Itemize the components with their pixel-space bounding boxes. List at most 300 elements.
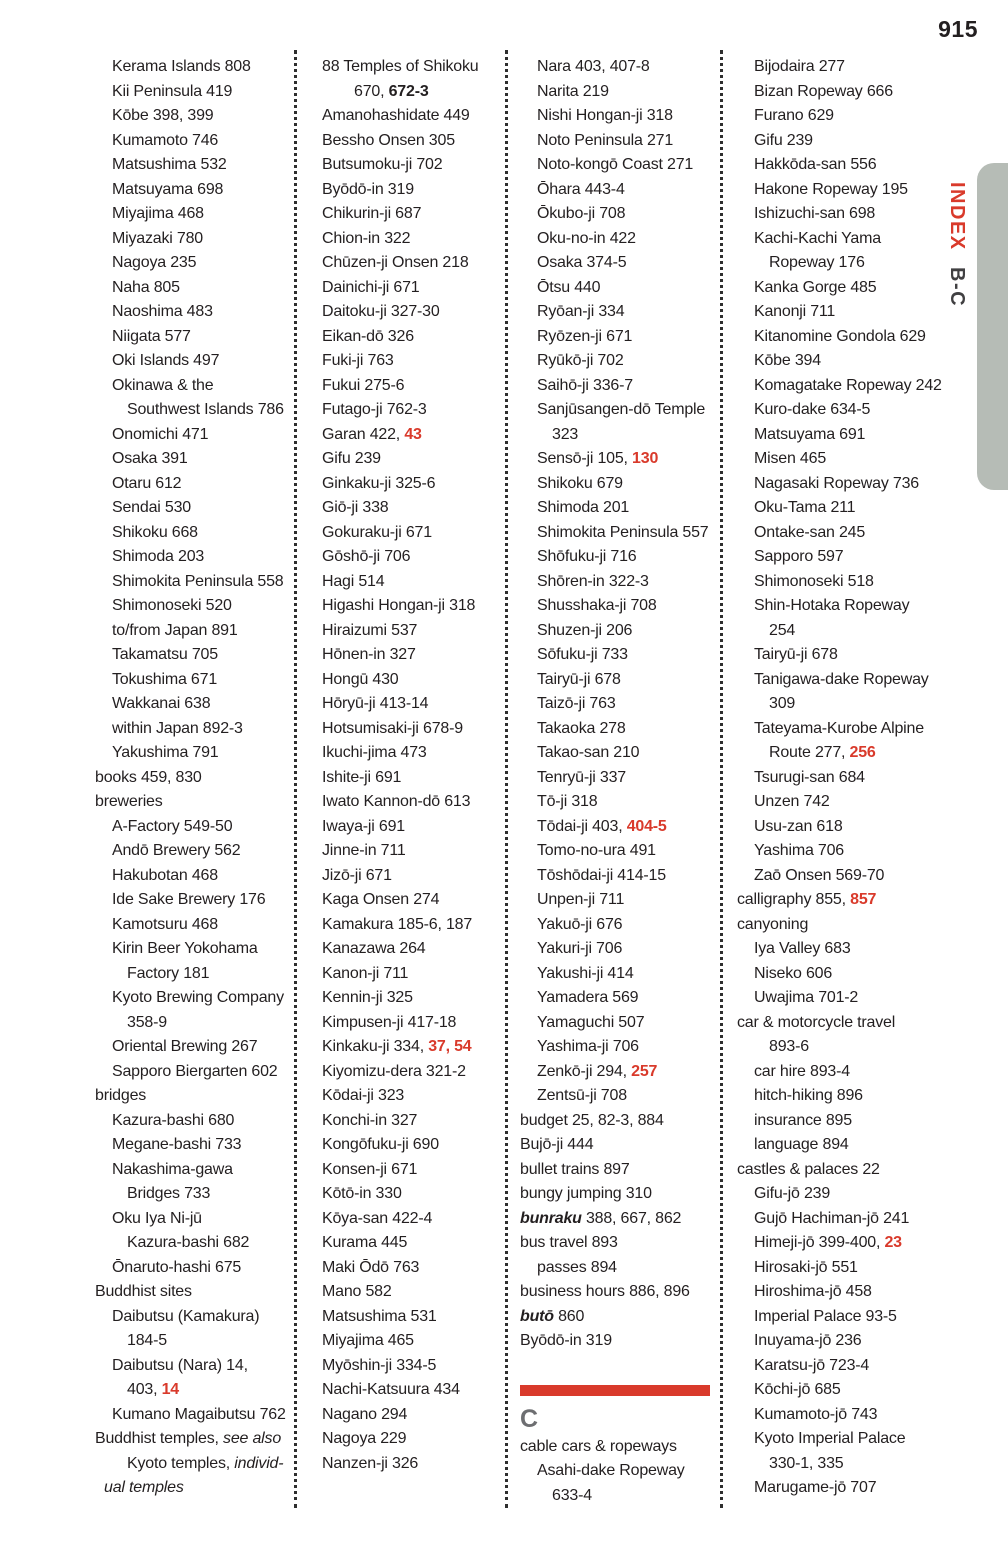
index-entry [520, 202, 712, 227]
entry-text: Kōchi-jō 685 [754, 1381, 841, 1398]
entry-text: insurance 895 [754, 1111, 852, 1129]
entry-text: Shimoda 201 [537, 499, 630, 516]
index-column-2 [322, 55, 502, 1476]
index-entry [322, 668, 502, 693]
entry-text: Factory 181 [127, 964, 210, 982]
entry-text: cable cars & ropeways [520, 1437, 677, 1455]
index-entry [520, 325, 712, 350]
index-entry [737, 766, 937, 791]
entry-text: Hakubotan 468 [112, 866, 218, 884]
index-entry [737, 496, 937, 521]
index-entry [95, 1109, 293, 1134]
index-entry [520, 153, 712, 178]
entry-text: castles & palaces 22 [737, 1160, 880, 1178]
entry-text: Unzen 742 [754, 793, 830, 810]
index-entry [322, 447, 502, 472]
entry-text: Miyajima 465 [322, 1332, 414, 1349]
entry-text: Nakashima-gawa [112, 1160, 233, 1178]
entry-text: Daibutsu (Nara) 14, [112, 1356, 248, 1374]
entry-text: 254 [769, 621, 796, 639]
index-entry [322, 1231, 502, 1256]
entry-text: Kii Peninsula 419 [112, 82, 233, 100]
entry-text: bullet trains 897 [520, 1160, 630, 1178]
index-entry [322, 325, 502, 350]
entry-text: Nanzen-ji 326 [322, 1454, 419, 1472]
italic-term: ual temples [104, 1479, 184, 1496]
index-entry [322, 864, 502, 889]
entry-text: Imperial Palace 93-5 [754, 1307, 897, 1325]
index-entry [95, 570, 293, 595]
index-entry [737, 1035, 937, 1060]
index-entry [95, 766, 293, 791]
entry-text: A-Factory 549-50 [112, 817, 233, 835]
entry-text: Miyazaki 780 [112, 229, 203, 247]
index-entry [322, 227, 502, 252]
entry-text: Naoshima 483 [112, 303, 213, 320]
index-entry [322, 1256, 502, 1281]
entry-text: Sapporo Biergarten 602 [112, 1062, 278, 1080]
entry-text: bus travel 893 [520, 1234, 618, 1251]
section-header: C [520, 1404, 539, 1433]
entry-text: Iwato Kannon-dō 613 [322, 793, 471, 810]
italic-term: butō [520, 1307, 554, 1325]
index-entry [95, 594, 293, 619]
entry-text: 358-9 [127, 1013, 167, 1031]
italic-term: see also [223, 1430, 282, 1447]
index-entry [95, 913, 293, 938]
index-entry [95, 80, 293, 105]
entry-text: Tokushima 671 [112, 670, 218, 688]
index-entry [322, 1329, 502, 1354]
index-entry [520, 1256, 712, 1281]
index-entry [737, 521, 937, 546]
index-entry [737, 1011, 937, 1036]
entry-text: Shuzen-ji 206 [537, 621, 633, 639]
index-entry [95, 1256, 293, 1281]
entry-text: Ryōan-ji 334 [537, 303, 625, 320]
entry-text: Kennin-ji 325 [322, 989, 413, 1006]
entry-text: Hakone Ropeway 195 [754, 180, 908, 198]
entry-text: Gifu 239 [754, 131, 813, 149]
index-entry [95, 227, 293, 252]
entry-text: Nagoya 229 [322, 1430, 407, 1447]
entry-text: 633-4 [552, 1486, 592, 1504]
index-entry [737, 1207, 937, 1232]
index-entry [520, 104, 712, 129]
index-entry [95, 1231, 293, 1256]
entry-text: Tōdai-ji 403, [537, 817, 627, 835]
index-entry [95, 1403, 293, 1428]
index-entry [322, 692, 502, 717]
entry-text: Kyoto Brewing Company [112, 989, 284, 1006]
entry-text: Kurama 445 [322, 1234, 408, 1251]
entry-text: Noto Peninsula 271 [537, 131, 674, 149]
index-entry [520, 276, 712, 301]
entry-text: Takamatsu 705 [112, 646, 218, 663]
entry-text: Maki Ōdō 763 [322, 1258, 420, 1276]
entry-text: Otaru 612 [112, 474, 182, 492]
index-entry [737, 1109, 937, 1134]
index-entry [322, 1011, 502, 1036]
index-entry [322, 1207, 502, 1232]
index-entry [95, 153, 293, 178]
entry-text: Kanazawa 264 [322, 940, 426, 957]
entry-text: Butsumoku-ji 702 [322, 156, 443, 173]
entry-text: bungy jumping 310 [520, 1185, 652, 1202]
entry-text: Kazura-bashi 682 [127, 1234, 250, 1251]
index-entry [520, 1133, 712, 1158]
index-entry [95, 1060, 293, 1085]
entry-text: Sensō-ji 105, [537, 450, 633, 467]
index-entry [95, 937, 293, 962]
index-entry [322, 986, 502, 1011]
index-entry [520, 766, 712, 791]
index-entry [737, 1354, 937, 1379]
entry-text: Shōfuku-ji 716 [537, 548, 637, 565]
index-entry [520, 178, 712, 203]
index-entry [95, 104, 293, 129]
entry-text: Matsushima 532 [112, 156, 227, 173]
index-entry [520, 717, 712, 742]
index-entry [95, 423, 293, 448]
entry-text: Tō-ji 318 [537, 793, 598, 810]
entry-text: Karatsu-jō 723-4 [754, 1356, 870, 1374]
index-entry [322, 570, 502, 595]
index-entry [520, 1060, 712, 1085]
index-entry [322, 839, 502, 864]
index-entry [737, 178, 937, 203]
entry-text: Matsushima 531 [322, 1307, 437, 1325]
index-entry [95, 1378, 293, 1403]
index-entry [322, 1060, 502, 1085]
index-entry [737, 1476, 937, 1501]
index-entry [520, 496, 712, 521]
entry-text: Naha 805 [112, 278, 180, 296]
index-entry [322, 1354, 502, 1379]
entry-text: Oriental Brewing 267 [112, 1038, 258, 1055]
index-entry [737, 692, 937, 717]
index-entry [322, 1378, 502, 1403]
index-entry [737, 398, 937, 423]
entry-text: Bessho Onsen 305 [322, 131, 455, 149]
entry-text: Yakuri-ji 706 [537, 940, 623, 957]
entry-text: Nara 403, 407-8 [537, 58, 650, 75]
entry-text: 330-1, 335 [769, 1454, 844, 1472]
index-entry [737, 202, 937, 227]
entry-text: Tateyama-Kurobe Alpine [754, 719, 924, 737]
column-separator [505, 50, 508, 1508]
index-entry [95, 1084, 293, 1109]
index-entry [737, 594, 937, 619]
index-entry [520, 741, 712, 766]
index-entry [520, 374, 712, 399]
index-entry [520, 1084, 712, 1109]
entry-text: Konsen-ji 671 [322, 1160, 418, 1178]
index-entry [520, 962, 712, 987]
entry-text: Yakuō-ji 676 [537, 915, 623, 933]
entry-text: 88 Temples of Shikoku [322, 58, 479, 75]
index-column-4 [737, 55, 942, 1501]
entry-text: car hire 893-4 [754, 1062, 850, 1080]
entry-text: Kanka Gorge 485 [754, 278, 877, 296]
entry-text: 388, 667, 862 [581, 1209, 682, 1227]
index-entry [322, 55, 502, 80]
entry-text: Shikoku 668 [112, 523, 198, 541]
entry-text: Osaka 374-5 [537, 254, 627, 271]
entry-text: Eikan-dō 326 [322, 327, 414, 345]
index-entry [95, 1011, 293, 1036]
index-entry [322, 1452, 502, 1477]
index-entry [95, 864, 293, 889]
entry-text: Kōtō-in 330 [322, 1185, 402, 1202]
index-entry [737, 80, 937, 105]
index-entry [322, 1182, 502, 1207]
entry-text: Hiroshima-jō 458 [754, 1283, 872, 1300]
index-entry [520, 888, 712, 913]
index-entry [322, 521, 502, 546]
entry-text: Tomo-no-ura 491 [537, 842, 656, 859]
index-entry [95, 1158, 293, 1183]
index-entry [737, 1329, 937, 1354]
entry-text: Shimokita Peninsula 558 [112, 572, 284, 590]
index-entry [737, 447, 937, 472]
index-tab-word: INDEX [946, 182, 968, 251]
index-entry [322, 741, 502, 766]
entry-text: Chikurin-ji 687 [322, 205, 422, 222]
index-entry [737, 815, 937, 840]
entry-text: Tanigawa-dake Ropeway [754, 670, 929, 688]
index-entry [737, 741, 937, 766]
index-entry [322, 423, 502, 448]
entry-text: Tairyū-ji 678 [754, 646, 838, 663]
index-entry [737, 349, 937, 374]
entry-text: Iwaya-ji 691 [322, 817, 405, 835]
entry-text: bridges [95, 1087, 147, 1104]
entry-text: Giō-ji 338 [322, 499, 389, 516]
index-entry [95, 1182, 293, 1207]
index-entry [322, 1109, 502, 1134]
entry-text: Andō Brewery 562 [112, 842, 241, 859]
index-entry [95, 619, 293, 644]
entry-text: Kanonji 711 [754, 303, 836, 320]
index-entry [737, 913, 937, 938]
index-tab-range: B-C [946, 266, 968, 307]
index-entry [322, 104, 502, 129]
highlight-page-ref: 857 [850, 891, 877, 908]
index-entry [95, 1329, 293, 1354]
index-entry [520, 692, 712, 717]
entry-text: Ide Sake Brewery 176 [112, 891, 266, 908]
index-entry [322, 1133, 502, 1158]
entry-text: Tenryū-ji 337 [537, 768, 627, 786]
entry-text: Hakkōda-san 556 [754, 156, 877, 173]
entry-text: Kerama Islands 808 [112, 58, 251, 75]
entry-text: Jizō-ji 671 [322, 866, 392, 884]
index-entry [737, 1158, 937, 1183]
entry-text: Misen 465 [754, 450, 827, 467]
entry-text: Jinne-in 711 [322, 842, 406, 859]
entry-text: 403, [127, 1381, 162, 1398]
index-entry [520, 423, 712, 448]
entry-text: Ontake-san 245 [754, 523, 866, 541]
index-entry [95, 472, 293, 497]
index-entry [322, 717, 502, 742]
index-entry [737, 374, 942, 399]
highlight-page-ref: 37, 54 [428, 1038, 472, 1055]
index-entry [95, 1207, 293, 1232]
entry-text: Takaoka 278 [537, 719, 626, 737]
index-entry [737, 1427, 937, 1452]
index-entry [322, 766, 502, 791]
index-entry [322, 1305, 502, 1330]
index-entry [520, 790, 712, 815]
entry-text: Megane-bashi 733 [112, 1136, 242, 1153]
index-entry [95, 55, 293, 80]
entry-text: 323 [552, 425, 579, 443]
index-entry [737, 1060, 937, 1085]
entry-text: Buddhist sites [95, 1283, 192, 1300]
index-entry [520, 80, 712, 105]
entry-text: Sōfuku-ji 733 [537, 646, 628, 663]
entry-text: Osaka 391 [112, 450, 188, 467]
index-column-3 [520, 55, 712, 1508]
index-entry [95, 374, 293, 399]
index-entry [737, 55, 937, 80]
entry-text: Sendai 530 [112, 499, 191, 516]
index-entry [737, 717, 937, 742]
index-entry [95, 325, 293, 350]
entry-text: Hiraizumi 537 [322, 621, 418, 639]
index-entry [520, 1035, 712, 1060]
index-entry [737, 300, 937, 325]
index-entry [322, 398, 502, 423]
entry-text: Sapporo 597 [754, 548, 844, 565]
entry-text: books 459, 830 [95, 768, 202, 786]
index-entry [737, 643, 937, 668]
index-entry [322, 1427, 502, 1452]
index-side-tab [977, 163, 1008, 490]
index-entry [737, 104, 937, 129]
index-entry [95, 1133, 293, 1158]
index-entry [322, 962, 502, 987]
entry-text: calligraphy 855, [737, 891, 851, 908]
entry-text: Daibutsu (Kamakura) [112, 1307, 260, 1325]
entry-text: 184-5 [127, 1332, 167, 1349]
index-entry [520, 55, 712, 80]
entry-text: Unpen-ji 711 [537, 891, 625, 908]
entry-text: Inuyama-jō 236 [754, 1332, 862, 1349]
index-entry [520, 1305, 712, 1330]
index-entry [737, 1084, 937, 1109]
index-entry [520, 1011, 712, 1036]
entry-text: Fuki-ji 763 [322, 352, 394, 369]
entry-text: within Japan 892-3 [112, 719, 243, 737]
entry-text: Route 277, [769, 744, 850, 761]
index-entry [95, 545, 293, 570]
entry-text: Niigata 577 [112, 327, 191, 345]
index-entry [737, 864, 937, 889]
entry-text: Takao-san 210 [537, 744, 640, 761]
entry-text: Bizan Ropeway 666 [754, 82, 893, 100]
entry-text: Yakushi-ji 414 [537, 964, 634, 982]
entry-text: Onomichi 471 [112, 425, 209, 443]
index-entry [520, 1435, 712, 1460]
index-entry [322, 374, 502, 399]
index-entry [520, 129, 712, 154]
index-entry [520, 300, 712, 325]
entry-text: Iya Valley 683 [754, 940, 851, 957]
index-entry [520, 447, 712, 472]
entry-text: Ropeway 176 [769, 254, 865, 271]
entry-text: Zenkō-ji 294, [537, 1062, 632, 1080]
entry-text: Yakushima 791 [112, 744, 219, 761]
entry-text: Futago-ji 762-3 [322, 401, 427, 418]
italic-term: bunraku [520, 1209, 582, 1227]
entry-text: Miyajima 468 [112, 205, 204, 222]
entry-text: Komagatake Ropeway 242 [754, 376, 942, 394]
entry-text: Kamakura 185-6, 187 [322, 915, 473, 933]
entry-text: Himeji-jō 399-400, [754, 1234, 885, 1251]
entry-text: passes 894 [537, 1258, 617, 1276]
entry-text: Usu-zan 618 [754, 817, 843, 835]
entry-text: Garan 422, [322, 425, 405, 443]
index-entry [322, 1084, 502, 1109]
index-entry [737, 962, 937, 987]
entry-text: Matsuyama 691 [754, 425, 866, 443]
index-entry [737, 1378, 937, 1403]
index-entry [322, 276, 502, 301]
entry-text: hitch-hiking 896 [754, 1087, 863, 1104]
entry-text: Kongōfuku-ji 690 [322, 1136, 439, 1153]
index-entry [520, 570, 712, 595]
index-entry [737, 276, 937, 301]
index-entry [95, 1305, 293, 1330]
index-entry [520, 913, 712, 938]
bold-page-ref: 672-3 [388, 82, 429, 100]
index-entry [520, 251, 712, 276]
index-entry [520, 864, 712, 889]
index-entry [520, 643, 712, 668]
entry-text: Ryōzen-ji 671 [537, 327, 633, 345]
entry-text: Gokuraku-ji 671 [322, 523, 432, 541]
index-entry [737, 1231, 937, 1256]
index-entry [520, 1280, 712, 1305]
entry-text: to/from Japan 891 [112, 621, 238, 639]
entry-text: Kachi-Kachi Yama [754, 229, 881, 247]
index-entry [95, 1476, 293, 1501]
index-entry [95, 643, 293, 668]
entry-text: Nachi-Katsuura 434 [322, 1381, 460, 1398]
entry-text: Bridges 733 [127, 1185, 211, 1202]
entry-text: canyoning [737, 915, 809, 933]
entry-text: Kumamoto-jō 743 [754, 1405, 878, 1423]
highlight-page-ref: 404-5 [626, 817, 667, 835]
index-entry [322, 349, 502, 374]
index-entry [95, 668, 293, 693]
index-entry [322, 545, 502, 570]
entry-text: business hours 886, 896 [520, 1283, 690, 1300]
entry-text: Hongū 430 [322, 670, 399, 688]
index-entry [520, 815, 712, 840]
entry-text: Kaga Onsen 274 [322, 891, 440, 908]
index-entry [322, 472, 502, 497]
index-entry [95, 1354, 293, 1379]
entry-text: Ryūkō-ji 702 [537, 352, 624, 369]
index-entry [95, 986, 293, 1011]
entry-text: Noto-kongō Coast 271 [537, 156, 694, 173]
index-entry [520, 986, 712, 1011]
entry-text: Uwajima 701-2 [754, 989, 859, 1006]
